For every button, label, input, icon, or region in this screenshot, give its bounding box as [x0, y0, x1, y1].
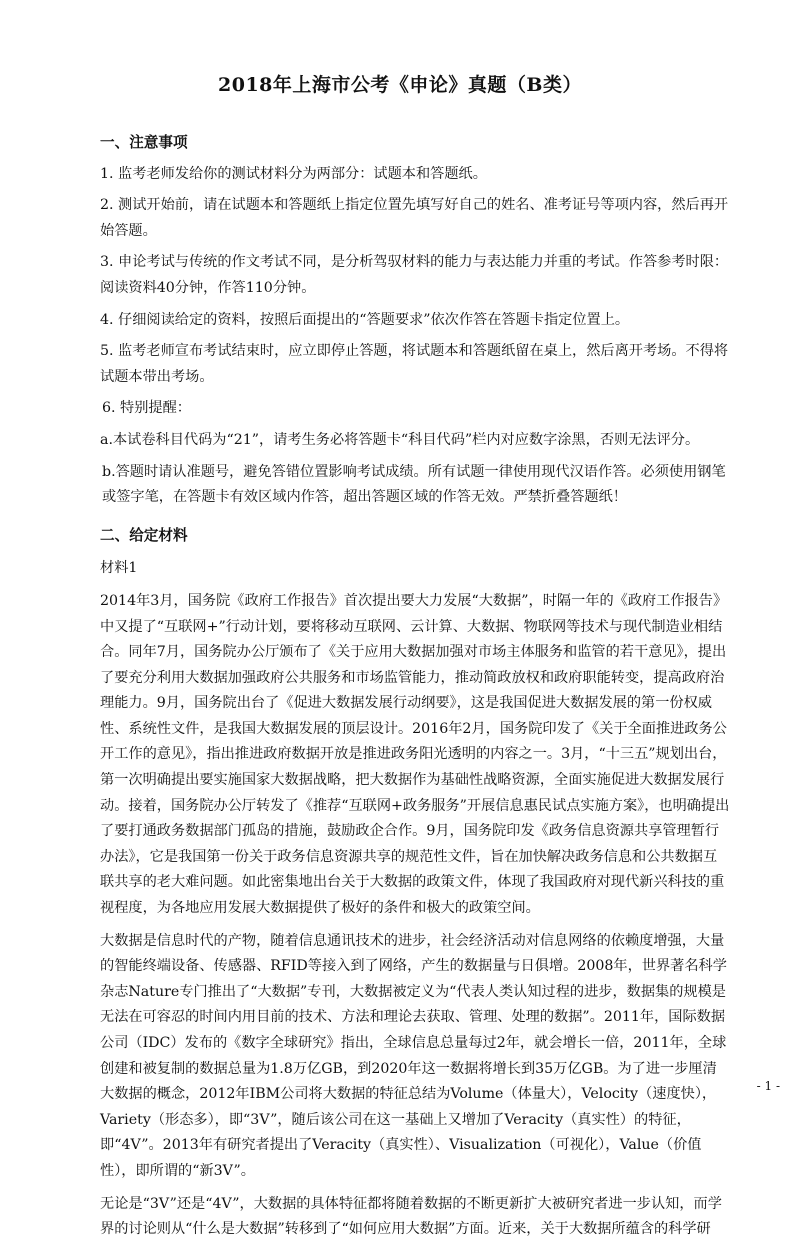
document-title: 2018年上海市公考《申论》真题（B类） [218, 74, 582, 96]
notice-item-2: 2. 测试开始前，请在试题本和答题纸上指定位置先填写好自己的姓名、准考证号等项内容，然后再开始答题。 [100, 197, 729, 239]
notice-item-6b: b.答题时请认准题号，避免答错位置影响考试成绩。所有试题一律使用现代汉语作答。必须使用钢笔或签字笔，在答题卡有效区域内作答，超出答题区域的作答无效。严禁折叠答题纸！ [102, 463, 726, 506]
materials-heading: 二、给定材料 [100, 526, 188, 544]
notice-item-5: 5. 监考老师宣布考试结束时，应立即停止答题，将试题本和答题纸留在桌上，然后离开考场。不得将试题本带出考场。 [100, 343, 729, 385]
notice-item-3: 3. 申论考试与传统的作文考试不同，是分析驾驭材料的能力与表达能力并重的考试。作答参考时限：阅读资料40分钟，作答110分钟。 [100, 254, 729, 296]
material-paragraph-3: 无论是“3V”还是“4V”，大数据的具体特征都将随着数据的不断更新扩大被研究者进一步认知，而学界的讨论则从“什么是大数据”转移到了“如何应用大数据”方面。近来，关于大数据所蕴含的科学研 [100, 1195, 722, 1238]
page-number: - 1 - [756, 1079, 780, 1093]
material-paragraph-2: 大数据是信息时代的产物，随着信息通讯技术的进步，社会经济活动对信息网络的依赖度增强，大量的智能终端设备、传感器、RFID等接入到了网络，产生的数据量与日俱增。2008年，世界著名科学杂志Nature专门推出了“大数据”专刊，大数据被定义为“代表人类认知过程的进步，数据集的规模是无法在可容忍的时间内用目前的技术、方法和理论去获取、管理、处理的数据”。2011年，国际数据公司（IDC）发布的《数字全球研究》指出，全球信息总量每过2年，就会增长一倍，2011年，全球创建和被复制的数据总量为1.8万亿GB，到2020年这一数据将增长到35万亿GB。为了进一步厘清大数据的概念，2012年IBM公司将大数据的特征总结为Volume（体量大），Velocity（速度快），Variety（形态多），即“3V”，随后该公司在这一基础上又增加了Veracity（真实性）的特征，即“4V”。2013年有研究者提出了Veracity（真实性）、Visualization（可视化），Value（价值性），即所谓的“新3V”。 [100, 932, 727, 1179]
notice-item-4: 4. 仔细阅读给定的资料，按照后面提出的“答题要求”依次作答在答题卡指定位置上。 [100, 311, 630, 328]
notice-item-1: 1. 监考老师发给你的测试材料分为两部分：试题本和答题纸。 [100, 165, 487, 182]
document-body [100, 120, 730, 1243]
notice-heading: 一、注意事项 [100, 134, 188, 151]
material-paragraph-1: 2014年3月，国务院《政府工作报告》首次提出要大力发展“大数据”，时隔一年的《政府工作报告》中又提了“互联网+”行动计划，要将移动互联网、云计算、大数据、物联网等技术与现代制造业相结合。同年7月，国务院办公厅颁布了《关于应用大数据加强对市场主体服务和监管的若干意见》，提出了要充分利用大数据加强政府公共服务和市场监管能力，推动简政放权和政府职能转变，提高政府治理能力。9月，国务院出台了《促进大数据发展行动纲要》，这是我国促进大数据发展的第一份权威性、系统性文件，是我国大数据发展的顶层设计。2016年2月，国务院印发了《关于全面推进政务公开工作的意见》，指出推进政府数据开放是推进政务阳光透明的内容之一。3月，“十三五”规划出台，第一次明确提出要实施国家大数据战略，把大数据作为基础性战略资源，全面实施促进大数据发展行动。接着，国务院办公厅转发了《推荐“互联网+政务服务”开展信息惠民试点实施方案》，也明确提出了要打通政务数据部门孤岛的措施，鼓励政企合作。9月，国务院印发《政务信息资源共享管理暂行办法》，它是我国第一份关于政务信息资源共享的规范性文件，旨在加快解决政务信息和公共数据互联共享的老大难问题。如此密集地出台关于大数据的政策文件，体现了我国政府对现代新兴科技的重视程度，为各地应用发展大数据提供了极好的条件和极大的政策空间。 [100, 592, 730, 917]
notice-item-6a: a.本试卷科目代码为“21”，请考生务必将答题卡“科目代码”栏内对应数字涂黑，否则无法评分。 [100, 431, 700, 448]
material-1-title: 材料1 [100, 560, 138, 577]
notice-item-6: 6. 特别提醒： [102, 400, 191, 417]
